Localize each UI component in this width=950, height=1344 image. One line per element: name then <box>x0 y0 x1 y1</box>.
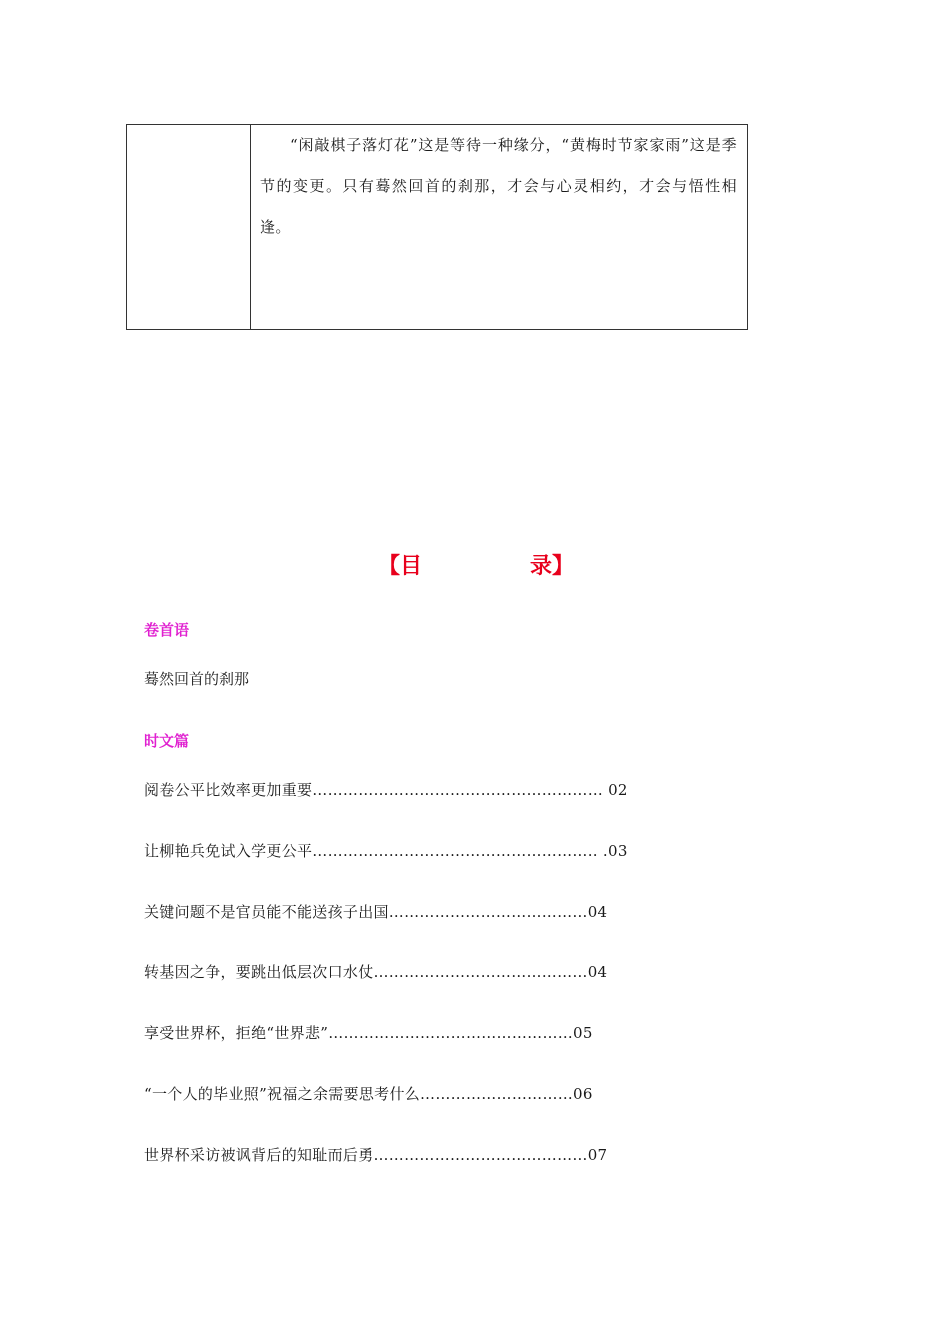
toc-entry[interactable]: 世界杯采访被讽背后的知耻而后勇……………………………………07 <box>144 1146 608 1164</box>
toc-entry[interactable]: “一个人的毕业照”祝福之余需要思考什么…………………………06 <box>144 1085 593 1103</box>
section-heading-current-affairs: 时文篇 <box>144 732 190 750</box>
toc-title-right: 录】 <box>530 554 575 579</box>
toc-title-left: 【目 <box>378 554 423 579</box>
toc-entry[interactable]: 让柳艳兵免试入学更公平……………………………………………….. .03 <box>144 842 628 860</box>
toc-entry[interactable]: 关键问题不是官员能不能送孩子出国…………………………………04 <box>144 903 608 921</box>
section-heading-preface: 卷首语 <box>144 621 190 639</box>
preface-item: 蓦然回首的刹那 <box>144 670 250 688</box>
toc-title <box>0 552 950 584</box>
toc-entry[interactable]: 享受世界杯，拒绝“世界悲”…………………………………………05 <box>144 1024 593 1042</box>
intro-table-left-cell <box>127 125 251 329</box>
intro-table-right-cell <box>251 125 747 329</box>
intro-table <box>126 124 748 330</box>
toc-entry[interactable]: 转基因之争，要跳出低层次口水仗……………………………………04 <box>144 963 608 981</box>
intro-paragraph: “闲敲棋子落灯花”这是等待一种缘分，“黄梅时节家家雨”这是季节的变更。只有蓦然回首的刹那，才会与心灵相约，才会与悟性相逢。 <box>260 136 737 236</box>
toc-entry[interactable]: 阅卷公平比效率更加重要………………………………………………… 02 <box>144 781 628 799</box>
